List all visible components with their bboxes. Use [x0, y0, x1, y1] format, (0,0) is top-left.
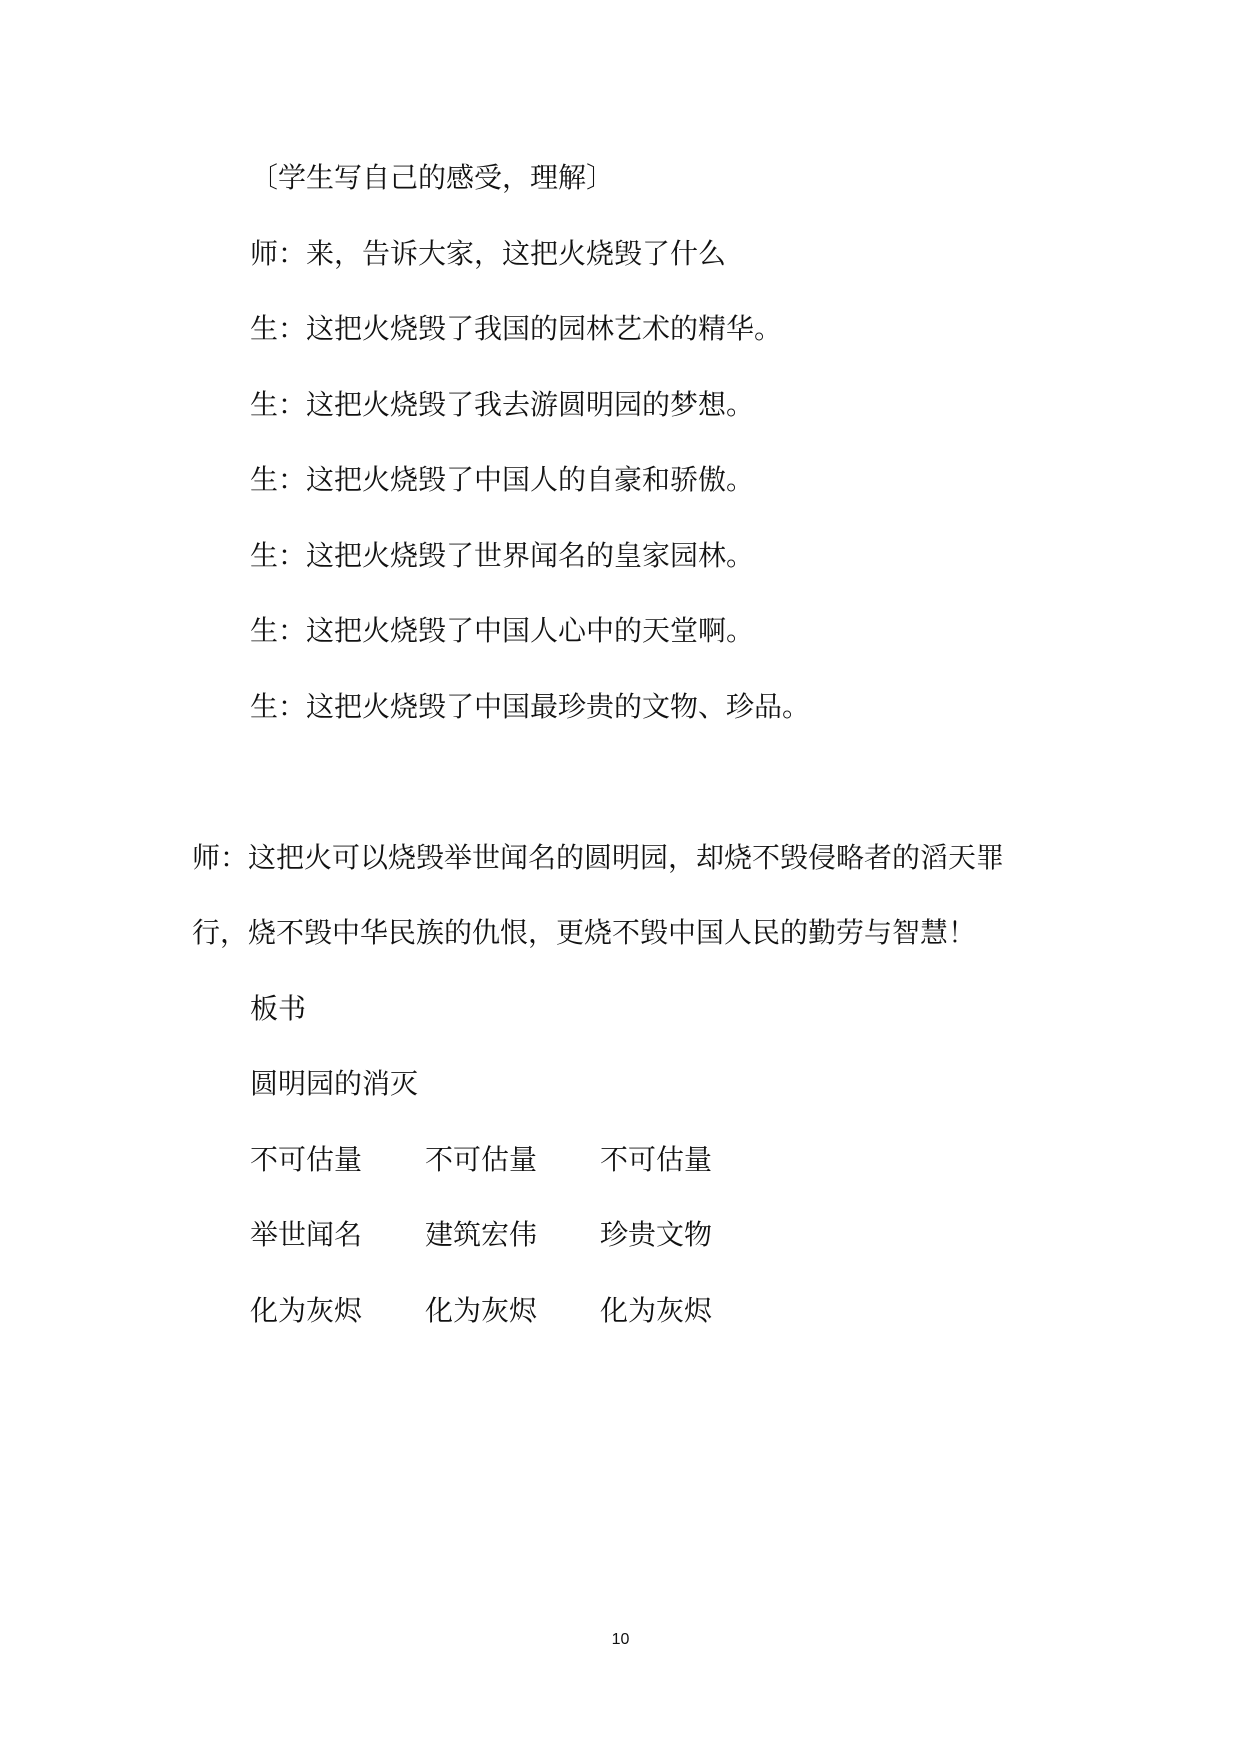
- board-cell: 举世闻名: [250, 1218, 363, 1251]
- board-cell: 不可估量: [250, 1142, 363, 1176]
- student-answer-line: 生：这把火烧毁了中国人心中的天堂啊。: [250, 614, 755, 647]
- paragraph-line: 师：这把火可以烧毁举世闻名的圆明园，却烧不毁侵略者的滔天罪: [192, 840, 1005, 874]
- board-heading: 板书: [250, 991, 307, 1025]
- board-cell: 不可估量: [425, 1142, 538, 1176]
- board-row: [0, 1122, 1241, 1198]
- paragraph-line: 行，烧不毁中华民族的仇恨，更烧不毁中国人民的勤劳与智慧！: [192, 916, 977, 949]
- board-cell: 不可估量: [600, 1142, 713, 1176]
- board-title: 圆明园的消灭: [250, 1067, 419, 1100]
- board-row: [0, 1273, 1241, 1349]
- student-task-note: 〔学生写自己的感受，理解〕: [250, 161, 615, 194]
- student-answer-line: 生：这把火烧毁了世界闻名的皇家园林。: [250, 538, 755, 572]
- student-answer-line: 生：这把火烧毁了我去游圆明园的梦想。: [250, 387, 755, 421]
- board-cell: 珍贵文物: [600, 1218, 713, 1251]
- board-cell: 化为灰烬: [250, 1293, 363, 1327]
- board-cell: 化为灰烬: [600, 1293, 713, 1327]
- blank-spacer: [0, 744, 1241, 820]
- page-number: 10: [611, 1631, 630, 1648]
- student-answer-line: 生：这把火烧毁了中国最珍贵的文物、珍品。: [250, 689, 811, 723]
- board-cell: 化为灰烬: [425, 1293, 538, 1327]
- teacher-question-line: 师：来，告诉大家，这把火烧毁了什么: [250, 236, 727, 270]
- teacher-closing-paragraph: [0, 820, 1241, 971]
- student-answer-line: 生：这把火烧毁了中国人的自豪和骄傲。: [250, 463, 755, 496]
- board-row: [0, 1197, 1241, 1273]
- blackboard-notes: [0, 971, 1241, 1349]
- board-cell: 建筑宏伟: [425, 1218, 538, 1251]
- page-body: [0, 140, 1241, 1348]
- student-answer-line: 生：这把火烧毁了我国的园林艺术的精华。: [250, 312, 783, 345]
